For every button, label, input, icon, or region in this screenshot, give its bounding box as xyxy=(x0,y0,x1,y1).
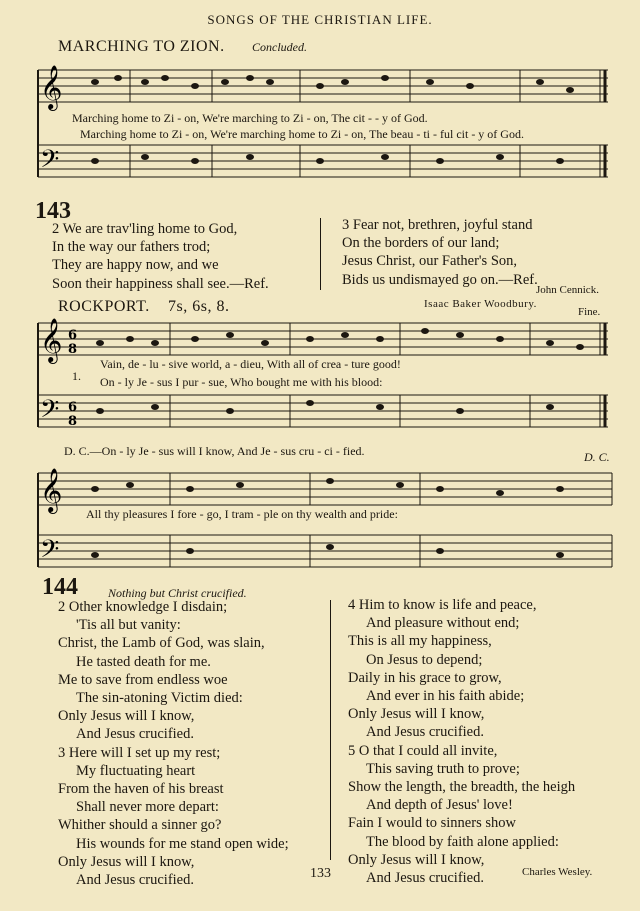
verse-line: Only Jesus will I know, xyxy=(348,706,485,723)
hymn143-left-verse xyxy=(52,220,269,293)
rockport-lyric-3: D. C.—On - ly Je - sus will I know, And Je - sus cru - ci - fied. xyxy=(64,444,365,458)
verse-line: And ever in his faith abide; xyxy=(366,688,525,705)
verse-line: 'Tis all but vanity: xyxy=(76,617,181,634)
verse-line: 2 We are trav'ling home to God, xyxy=(52,221,238,237)
verse-line: 3 Fear not, brethren, joyful stand xyxy=(342,217,533,233)
hymn144-right-verse xyxy=(348,596,575,887)
verse-line: The sin-atoning Victim died: xyxy=(76,690,243,707)
page-header: SONGS OF THE CHRISTIAN LIFE. xyxy=(207,12,433,27)
verse-line: Bids us undismayed go on.—Ref. xyxy=(342,271,538,288)
verse-line: And Jesus crucified. xyxy=(76,872,194,889)
marching-lyric-1: Marching home to Zi - on, We're marching to Zi - on, The cit - - y of God. xyxy=(72,111,428,125)
verse-line: Whither should a sinner go? xyxy=(58,817,222,834)
verse-line: My fluctuating heart xyxy=(76,762,196,779)
hymn144-left-verse xyxy=(58,598,289,889)
page-number: 133 xyxy=(310,866,331,881)
tune-title-marching: MARCHING TO ZION. xyxy=(58,38,225,55)
verse-line: This saving truth to prove; xyxy=(366,760,520,777)
tune-title-rockport: ROCKPORT. xyxy=(58,298,150,315)
dc-label: D. C. xyxy=(584,450,610,464)
verse-line: 5 O that I could all invite, xyxy=(348,742,498,759)
concluded-label: Concluded. xyxy=(252,40,307,54)
marching-lyric-2: Marching home to Zi - on, We're marching home to Zi - on, The beau - ti - ful cit - y of God. xyxy=(80,127,524,141)
svg-text:𝄢: 𝄢 xyxy=(40,395,60,430)
verse-line: 3 Here will I set up my rest; xyxy=(58,744,221,761)
verse-mark: 1. xyxy=(72,369,81,383)
svg-text:𝄢: 𝄢 xyxy=(40,145,60,180)
verse-line: The blood by faith alone applied: xyxy=(366,833,559,850)
svg-text:8: 8 xyxy=(68,414,78,429)
svg-text:6: 6 xyxy=(68,400,78,415)
svg-text:𝄞: 𝄞 xyxy=(40,65,63,109)
verse-line: And Jesus crucified. xyxy=(366,724,484,741)
svg-text:8: 8 xyxy=(68,342,78,357)
column-divider xyxy=(320,218,321,290)
verse-line: Me to save from endless woe xyxy=(58,671,228,688)
verse-line: On the borders of our land; xyxy=(342,235,500,252)
verse-line: In the way our fathers trod; xyxy=(52,239,211,256)
hymn144-author: Charles Wesley. xyxy=(522,866,593,878)
verse-line: He tasted death for me. xyxy=(76,653,211,670)
rockport-lyric-4: All thy pleasures I fore - go, I tram - ple on thy wealth and pride: xyxy=(86,507,398,521)
verse-line: Only Jesus will I know, xyxy=(58,708,195,725)
hymn-number-144: 144 xyxy=(42,574,78,600)
svg-text:𝄢: 𝄢 xyxy=(40,535,60,570)
verse-line: Soon their happiness shall see.—Ref. xyxy=(52,275,269,292)
verse-line: Shall never more depart: xyxy=(76,799,219,816)
verse-line: 4 Him to know is life and peace, xyxy=(348,597,537,613)
svg-text:𝄞: 𝄞 xyxy=(40,468,63,512)
verse-line: And pleasure without end; xyxy=(366,615,520,632)
verse-line: Only Jesus will I know, xyxy=(348,851,485,868)
verse-line: And depth of Jesus' love! xyxy=(366,797,513,814)
verse-line: His wounds for me stand open wide; xyxy=(76,835,289,852)
rockport-lyric-2: On - ly Je - sus I pur - sue, Who bought me with his blood: xyxy=(100,375,383,389)
fine-label: Fine. xyxy=(578,306,601,318)
hymn-number-143: 143 xyxy=(35,198,71,224)
verse-line: Christ, the Lamb of God, was slain, xyxy=(58,635,265,652)
verse-line: Fain I would to sinners show xyxy=(348,815,516,832)
verse-line: Only Jesus will I know, xyxy=(58,853,195,870)
verse-line: 2 Other knowledge I disdain; xyxy=(58,599,228,615)
verse-line: This is all my happiness, xyxy=(348,633,492,650)
verse-line: From the haven of his breast xyxy=(58,781,224,798)
svg-text:6: 6 xyxy=(68,328,78,343)
hymn143-author: John Cennick. xyxy=(536,284,599,296)
composer: Isaac Baker Woodbury. xyxy=(424,298,537,310)
hymn143-right-verse xyxy=(342,216,538,289)
verse-line: And Jesus crucified. xyxy=(366,870,484,887)
hymn144-subtitle: Nothing but Christ crucified. xyxy=(108,586,247,600)
verse-line: Show the length, the breadth, the heigh xyxy=(348,779,576,796)
verse-line: Daily in his grace to grow, xyxy=(348,669,502,686)
verse-line: On Jesus to depend; xyxy=(366,651,483,668)
verse-line: They are happy now, and we xyxy=(52,257,219,274)
verse-line: And Jesus crucified. xyxy=(76,726,194,743)
tune-meter: 7s, 6s, 8. xyxy=(168,298,230,315)
verse-line: Jesus Christ, our Father's Son, xyxy=(342,253,518,270)
column-divider xyxy=(330,600,331,860)
rockport-lyric-1: Vain, de - lu - sive world, a - dieu, With all of crea - ture good! xyxy=(100,357,401,371)
svg-text:𝄞: 𝄞 xyxy=(40,318,63,362)
